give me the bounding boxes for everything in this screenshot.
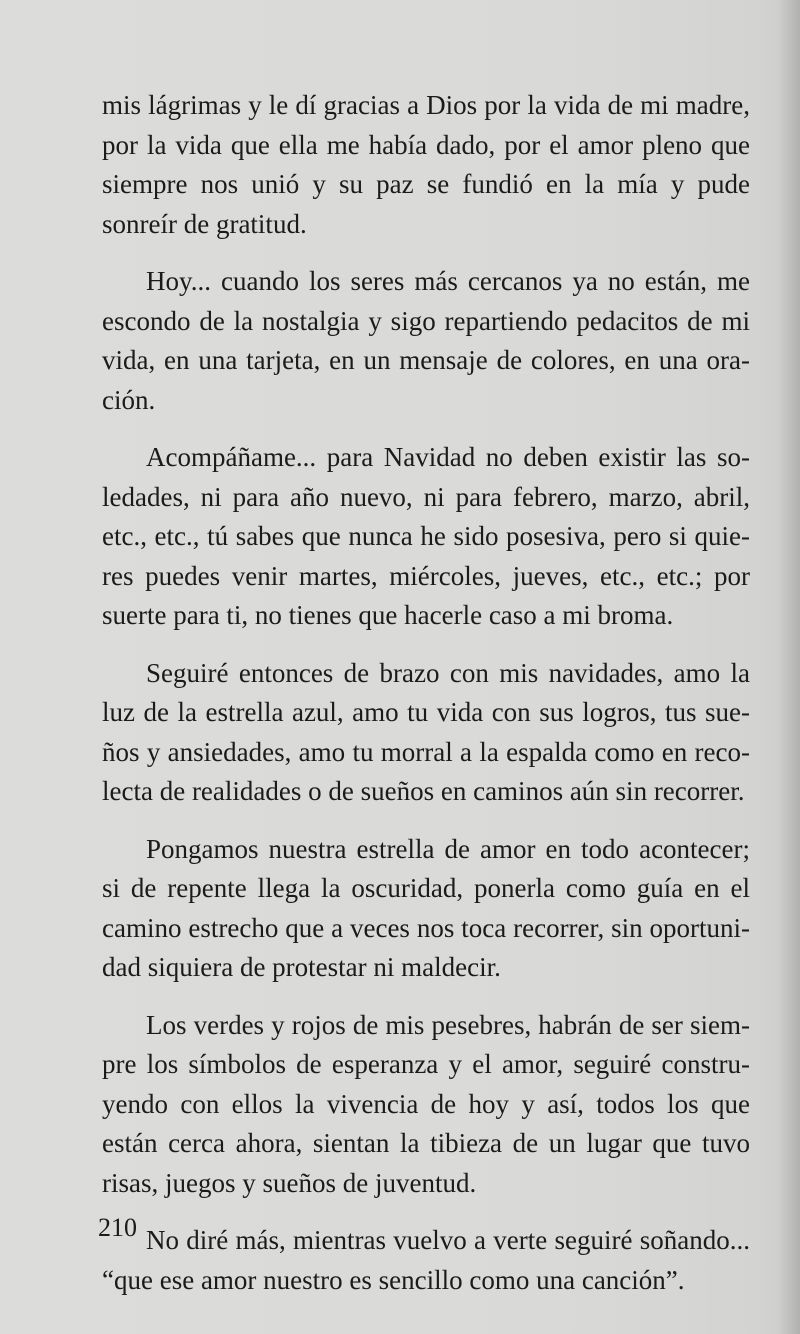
page-number: 210 bbox=[98, 1213, 137, 1242]
paragraph-1: mis lágrimas y le dí gracias a Dios por la vida de mi madre, por la vida que ella me había dado, por el amor pleno que siempre nos unió y su paz se fundió en la mía y pude sonreír de gratitud. bbox=[102, 90, 750, 239]
paragraph-4: Seguiré entonces de brazo con mis navidades, amo la luz de la estrella azul, amo tu vida con sus logros, tus sueños y ansiedades, amo tu morral a la espalda como en recolecta de realidades o de sueños en caminos aún sin recorrer. bbox=[102, 657, 750, 806]
paragraph-5: Pongamos nuestra estrella de amor en todo acontecer; si de repente llega la oscuridad, ponerla como guía en el camino estrecho que a veces nos toca recorrer, sin oportunidad siquiera de protestar ni maldecir. bbox=[102, 833, 750, 982]
paragraph-6: Los verdes y rojos de mis pesebres, habrán de ser siempre los símbolos de esperanza y el amor, seguiré construyendo con ellos la vivencia de hoy y así, todos los que están cerca ahora, sientan la tibieza de un lugar que tuvo risas, juegos y sueños de juventud. bbox=[102, 1009, 750, 1198]
paragraph-3: Acompáñame... para Navidad no deben existir las soledades, ni para año nuevo, ni para febrero, marzo, abril, etc., etc., tú sabes que nunca he sido posesiva, pero si quieres puedes venir martes, miércoles, jueves, etc., etc.; por suerte para ti, no tienes que hacerle caso a mi broma. bbox=[102, 442, 750, 630]
body-text bbox=[102, 86, 750, 1318]
paragraph-2: Hoy... cuando los seres más cercanos ya no están, me escondo de la nostalgia y sigo repartiendo pedacitos de mi vida, en una tarjeta, en un mensaje de colores, en una oración. bbox=[102, 266, 750, 415]
paragraph-7: No diré más, mientras vuelvo a verte seguiré soñando... “que ese amor nuestro es sencillo como una canción”. bbox=[102, 1225, 750, 1295]
